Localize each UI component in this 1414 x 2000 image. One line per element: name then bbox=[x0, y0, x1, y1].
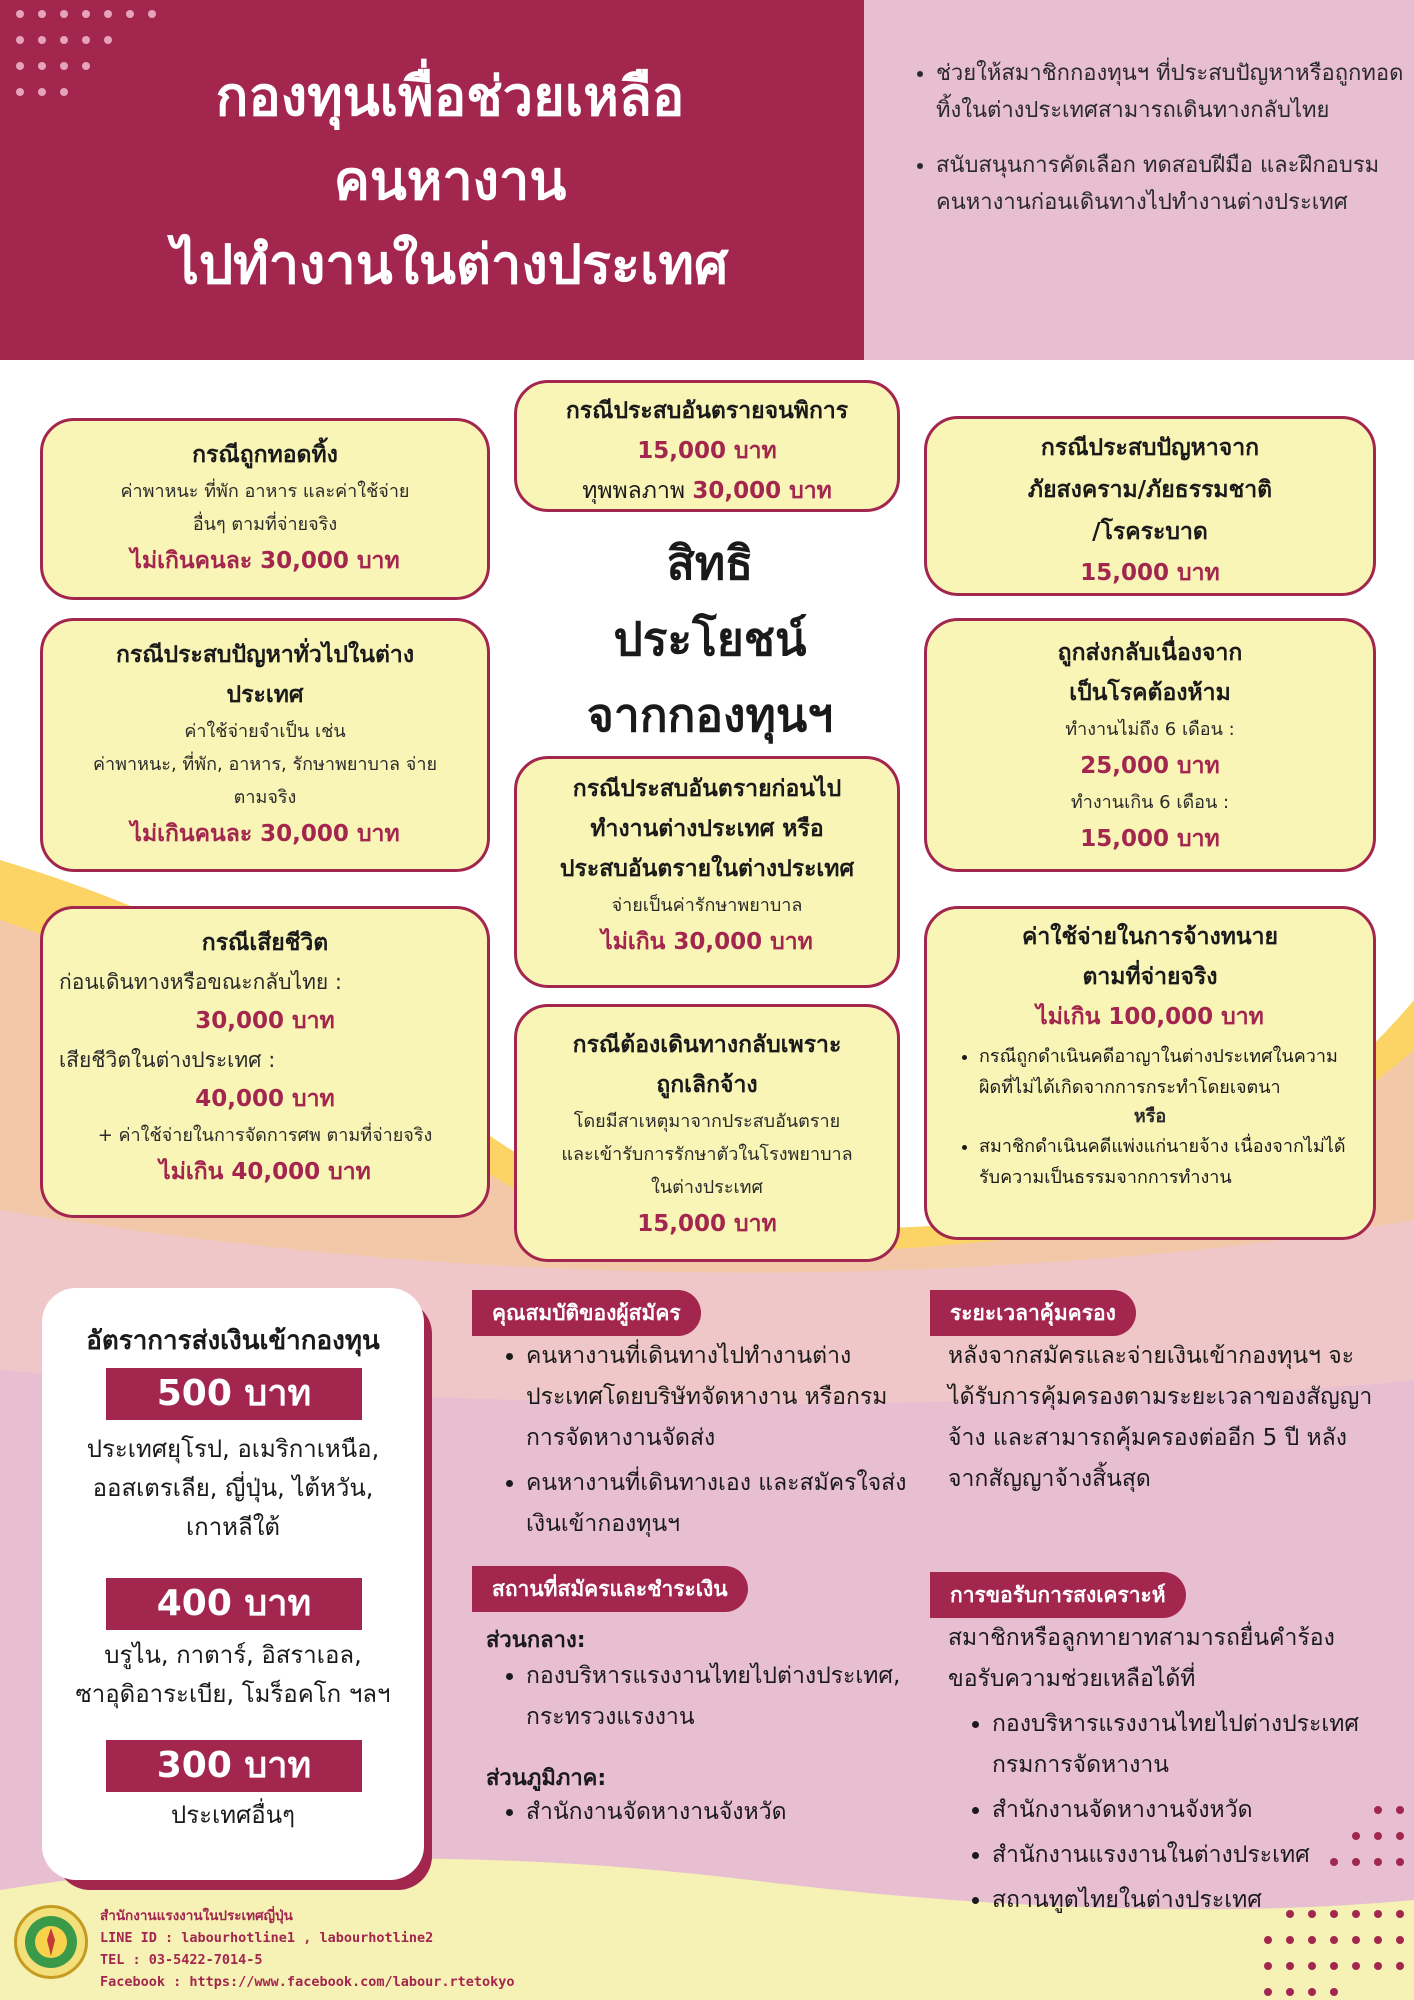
list-item: • สำนักงานแรงงานในต่างประเทศ bbox=[992, 1835, 1392, 1876]
benefits-heading-line: ประโยชน์ bbox=[613, 612, 807, 666]
card-title: /โรคระบาด bbox=[1092, 519, 1208, 545]
card-amount: 15,000 บาท bbox=[1080, 560, 1220, 586]
rate-desc bbox=[62, 1430, 404, 1547]
card-lawyer bbox=[924, 906, 1376, 1240]
card-amount: 30,000 บาท bbox=[692, 478, 832, 504]
card-title: กรณีประสบอันตรายก่อนไป bbox=[572, 776, 842, 802]
card-amount: 15,000 บาท bbox=[637, 1211, 777, 1237]
footer-office: สำนักงานแรงงานในประเทศญี่ปุ่น bbox=[100, 1908, 293, 1924]
card-title: กรณีเสียชีวิต bbox=[201, 930, 329, 956]
card-desc: ทำงานเกิน 6 เดือน : bbox=[1070, 792, 1230, 813]
benefits-heading bbox=[520, 525, 900, 753]
rate-amount: 400 บาท bbox=[106, 1578, 362, 1630]
card-amount: ไม่เกิน 30,000 บาท bbox=[601, 929, 813, 955]
rate-amount: 500 บาท bbox=[106, 1368, 362, 1420]
card-desc: ก่อนเดินทางหรือขณะกลับไทย : bbox=[59, 970, 342, 994]
list-item: • กรณีถูกดำเนินคดีอาญาในต่างประเทศในความผิดที่ไม่ได้เกิดจากการกระทำโดยเจตนา bbox=[979, 1041, 1357, 1103]
card-desc: ค่าใช้จ่ายจำเป็น เช่น bbox=[184, 721, 346, 742]
list-item: • สำนักงานจัดหางานจังหวัด bbox=[526, 1792, 916, 1833]
card-title: กรณีต้องเดินทางกลับเพราะ bbox=[572, 1032, 842, 1058]
lawyer-conditions bbox=[943, 1131, 1357, 1193]
card-amount: ไม่เกิน 40,000 บาท bbox=[159, 1159, 371, 1185]
footer-facebook-link[interactable]: Facebook : https://www.facebook.com/labour.rtetokyo bbox=[100, 1974, 515, 1990]
central-label: ส่วนกลาง: bbox=[486, 1628, 586, 1653]
card-desc: ในต่างประเทศ bbox=[651, 1177, 763, 1198]
list-item: • กองบริหารแรงงานไทยไปต่างประเทศ, กระทรวงแรงงาน bbox=[526, 1656, 916, 1738]
welfare-heading: การขอรับการสงเคราะห์ bbox=[930, 1572, 1186, 1618]
card-disability bbox=[514, 380, 900, 512]
card-desc: ค่าพาหนะ, ที่พัก, อาหาร, รักษาพยาบาล จ่าย bbox=[92, 754, 438, 775]
card-title: ประสบอันตรายในต่างประเทศ bbox=[559, 856, 855, 882]
regional-list bbox=[498, 1792, 916, 1837]
rate-desc bbox=[62, 1636, 404, 1714]
card-injury bbox=[514, 756, 900, 988]
card-desc: จ่ายเป็นค่ารักษาพยาบาล bbox=[611, 895, 803, 916]
card-death bbox=[40, 906, 490, 1218]
ministry-seal-logo bbox=[14, 1905, 88, 1979]
title-line-2: คนหางาน bbox=[333, 149, 567, 212]
rate-desc-line: บรูไน, กาตาร์, อิสราเอล, bbox=[104, 1641, 362, 1669]
card-amount: ไม่เกินคนละ 30,000 บาท bbox=[130, 821, 400, 847]
seal-emblem-icon bbox=[17, 1908, 85, 1976]
card-desc: เสียชีวิตในต่างประเทศ : bbox=[59, 1048, 276, 1072]
regional-label: ส่วนภูมิภาค: bbox=[486, 1766, 607, 1791]
title-line-1: กองทุนเพื่อช่วยเหลือ bbox=[215, 65, 685, 128]
rate-box bbox=[42, 1288, 424, 1880]
card-disaster bbox=[924, 416, 1376, 596]
card-title: ตามที่จ่ายจริง bbox=[1082, 964, 1218, 990]
coverage-text: หลังจากสมัครและจ่ายเงินเข้ากองทุนฯ จะได้รับการคุ้มครองตามระยะเวลาของสัญญาจ้าง และสามารถคุ้มครองต่ออีก 5 ปี หลังจากสัญญาจ้างสิ้นสุด bbox=[948, 1343, 1373, 1492]
header-bullet: • สนับสนุนการคัดเลือก ทดสอบฝีมือ และฝึกอบรมคนหางานก่อนเดินทางไปทำงานต่างประเทศ bbox=[936, 147, 1406, 221]
list-item: • สถานทูตไทยในต่างประเทศ bbox=[992, 1880, 1392, 1921]
card-title: ทำงานต่างประเทศ หรือ bbox=[590, 816, 824, 842]
places-heading: สถานที่สมัครและชำระเงิน bbox=[472, 1566, 748, 1612]
card-amount: ไม่เกิน 100,000 บาท bbox=[1036, 1004, 1264, 1030]
card-title: กรณีประสบปัญหาทั่วไปในต่าง bbox=[115, 642, 415, 668]
qualifications-list bbox=[498, 1336, 916, 1549]
card-amount: ไม่เกินคนละ 30,000 บาท bbox=[130, 548, 400, 574]
central-list bbox=[498, 1656, 916, 1742]
rate-desc bbox=[62, 1796, 404, 1835]
benefits-heading-line: จากกองทุนฯ bbox=[586, 688, 834, 742]
card-desc: ตามจริง bbox=[233, 787, 297, 808]
card-title: ประเทศ bbox=[226, 682, 304, 708]
card-desc: อื่นๆ ตามที่จ่ายจริง bbox=[192, 514, 338, 535]
card-title: กรณีถูกทอดทิ้ง bbox=[192, 442, 338, 468]
rate-desc-line: ซาอุดิอาระเบีย, โมร็อคโก ฯลฯ bbox=[75, 1680, 391, 1708]
footer-tel: TEL : 03-5422-7014-5 bbox=[100, 1952, 263, 1968]
list-item: • คนหางานที่เดินทางไปทำงานต่างประเทศโดยบริษัทจัดหางาน หรือกรมการจัดหางานจัดส่ง bbox=[526, 1336, 916, 1459]
coverage-heading: ระยะเวลาคุ้มครอง bbox=[930, 1290, 1136, 1336]
card-amount: 30,000 บาท bbox=[195, 1008, 335, 1034]
card-amount: 40,000 บาท bbox=[195, 1086, 335, 1112]
footer-contact bbox=[100, 1905, 620, 1993]
title-line-3: ไปทำงานในต่างประเทศ bbox=[171, 233, 729, 296]
card-prohibited-disease bbox=[924, 618, 1376, 872]
benefits-heading-line: สิทธิ bbox=[666, 536, 754, 590]
qualifications-heading: คุณสมบัติของผู้สมัคร bbox=[472, 1290, 701, 1336]
decorative-dots-bottom bbox=[1254, 1806, 1414, 2000]
list-item: • สำนักงานจัดหางานจังหวัด bbox=[992, 1790, 1392, 1831]
welfare-text: สมาชิกหรือลูกทายาทสามารถยื่นคำร้องขอรับความช่วยเหลือได้ที่ bbox=[948, 1625, 1335, 1692]
card-amount: 15,000 บาท bbox=[637, 438, 777, 464]
card-desc: ทำงานไม่ถึง 6 เดือน : bbox=[1065, 719, 1235, 740]
card-title: ค่าใช้จ่ายในการจ้างทนาย bbox=[1021, 924, 1279, 950]
footer-line-id: LINE ID : labourhotline1 , labourhotline2 bbox=[100, 1930, 434, 1946]
rate-amount: 300 บาท bbox=[106, 1740, 362, 1792]
page-title bbox=[60, 55, 840, 307]
card-title: ภัยสงคราม/ภัยธรรมชาติ bbox=[1027, 477, 1273, 503]
rate-desc-line: ออสเตรเลีย, ญี่ปุ่น, ไต้หวัน, bbox=[92, 1474, 374, 1502]
lawyer-conditions bbox=[943, 1041, 1357, 1103]
card-general-problem bbox=[40, 618, 490, 872]
rate-desc-line: เกาหลีใต้ bbox=[185, 1513, 281, 1541]
or-label: หรือ bbox=[1133, 1106, 1167, 1127]
card-desc: + ค่าใช้จ่ายในการจัดการศพ ตามที่จ่ายจริง bbox=[97, 1125, 433, 1146]
card-title: ถูกส่งกลับเนื่องจาก bbox=[1057, 640, 1243, 666]
card-title: กรณีประสบปัญหาจาก bbox=[1040, 435, 1260, 461]
rate-desc-line: ประเทศยุโรป, อเมริกาเหนือ, bbox=[86, 1435, 380, 1463]
list-item: • คนหางานที่เดินทางเอง และสมัครใจส่งเงินเข้ากองทุนฯ bbox=[526, 1463, 916, 1545]
header-bullet-list bbox=[912, 55, 1406, 239]
list-item: • สมาชิกดำเนินคดีแพ่งแก่นายจ้าง เนื่องจากไม่ได้รับความเป็นธรรมจากการทำงาน bbox=[979, 1131, 1357, 1193]
card-amount: 15,000 บาท bbox=[1080, 826, 1220, 852]
card-desc: ทุพพลภาพ bbox=[582, 478, 686, 504]
card-title: ถูกเลิกจ้าง bbox=[656, 1072, 758, 1098]
rate-title: อัตราการส่งเงินเข้ากองทุน bbox=[86, 1326, 380, 1356]
card-desc: และเข้ารับการรักษาตัวในโรงพยาบาล bbox=[561, 1144, 853, 1165]
card-title: เป็นโรคต้องห้าม bbox=[1069, 680, 1231, 706]
card-title: กรณีประสบอันตรายจนพิการ bbox=[565, 398, 849, 424]
card-desc: โดยมีสาเหตุมาจากประสบอันตราย bbox=[573, 1111, 841, 1132]
card-abandoned bbox=[40, 418, 490, 600]
header-bullet: • ช่วยให้สมาชิกกองทุนฯ ที่ประสบปัญหาหรือถูกทอดทิ้งในต่างประเทศสามารถเดินทางกลับไทย bbox=[936, 55, 1406, 129]
list-item: • กองบริหารแรงงานไทยไปต่างประเทศ กรมการจัดหางาน bbox=[992, 1704, 1392, 1786]
rate-desc-line: ประเทศอื่นๆ bbox=[171, 1801, 295, 1829]
card-terminated bbox=[514, 1004, 900, 1262]
card-amount: 25,000 บาท bbox=[1080, 753, 1220, 779]
card-desc: ค่าพาหนะ ที่พัก อาหาร และค่าใช้จ่าย bbox=[120, 481, 410, 502]
